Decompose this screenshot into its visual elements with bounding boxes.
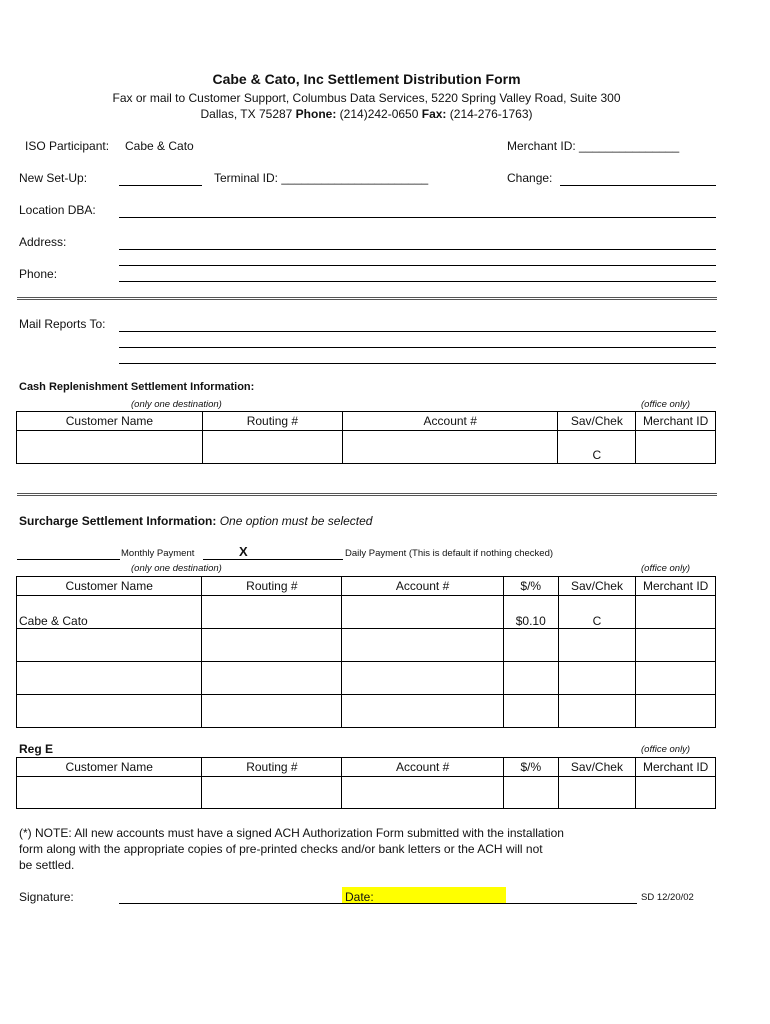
note-line-3: be settled. [19, 858, 75, 872]
signature-label: Signature: [19, 890, 74, 904]
mail-reports-field[interactable] [119, 331, 716, 332]
surcharge-office-only: (office only) [641, 563, 691, 574]
surcharge-cell-routing[interactable] [202, 596, 342, 629]
cash-cell-sav-chek[interactable]: C [558, 431, 636, 464]
phone-label: Phone: [19, 267, 58, 281]
new-setup-label: New Set-Up: [19, 171, 88, 185]
table-row [17, 596, 716, 629]
rege-header-account: Account # [342, 758, 504, 777]
surcharge-header-dollar-pct: $/% [503, 577, 558, 596]
cash-header-merchant-id: Merchant ID [636, 412, 716, 431]
merchant-id-field[interactable]: Merchant ID: _______________ [507, 139, 680, 153]
rege-cell-customer-name[interactable] [17, 777, 202, 809]
surcharge-header-row [17, 577, 716, 596]
rege-office-only: (office only) [641, 744, 691, 755]
rege-header-routing: Routing # [202, 758, 342, 777]
surcharge-cell-customer-name[interactable] [17, 629, 202, 662]
surcharge-cell-merchant-id[interactable] [636, 596, 716, 629]
surcharge-header-account: Account # [342, 577, 504, 596]
table-row [17, 629, 716, 662]
table-row [17, 431, 716, 464]
table-row [17, 662, 716, 695]
surcharge-heading-line [19, 514, 372, 528]
surcharge-cell-sav-chek[interactable]: C [558, 596, 636, 629]
surcharge-cell-account[interactable] [342, 629, 504, 662]
surcharge-option-note: One option must be selected [219, 514, 373, 528]
cash-office-only: (office only) [641, 399, 691, 410]
mail-reports-field-line3[interactable] [119, 363, 716, 364]
surcharge-only-one-destination: (only one destination) [131, 563, 222, 574]
surcharge-cell-merchant-id[interactable] [636, 695, 716, 728]
surcharge-cell-sav-chek[interactable] [558, 629, 636, 662]
header-phone-label: Phone: [295, 107, 337, 121]
cash-table [16, 411, 716, 464]
surcharge-cell-routing[interactable] [202, 629, 342, 662]
surcharge-cell-sav-chek[interactable] [558, 695, 636, 728]
surcharge-header-customer-name: Customer Name [17, 577, 202, 596]
surcharge-cell-customer-name[interactable] [17, 662, 202, 695]
daily-payment-checkbox[interactable] [203, 559, 343, 560]
cash-cell-routing[interactable] [202, 431, 342, 464]
rege-header-customer-name: Customer Name [17, 758, 202, 777]
rege-cell-sav-chek[interactable] [558, 777, 636, 809]
surcharge-cell-routing[interactable] [202, 662, 342, 695]
iso-participant-label: ISO Participant: [25, 139, 110, 153]
surcharge-table [16, 576, 716, 728]
cash-only-one-destination: (only one destination) [131, 399, 222, 410]
surcharge-section-heading: Surcharge Settlement Information: [19, 514, 217, 528]
rege-table [16, 757, 716, 809]
surcharge-header-routing: Routing # [202, 577, 342, 596]
location-dba-label: Location DBA: [19, 203, 96, 217]
rege-header-row [17, 758, 716, 777]
surcharge-cell-account[interactable] [342, 695, 504, 728]
mail-reports-field-line2[interactable] [119, 347, 716, 348]
table-row [17, 695, 716, 728]
rege-cell-routing[interactable] [202, 777, 342, 809]
rege-cell-dollar-pct[interactable] [503, 777, 558, 809]
note-line-1: (*) NOTE: All new accounts must have a signed ACH Authorization Form submitted with the installation [19, 826, 564, 840]
cash-cell-customer-name[interactable] [17, 431, 203, 464]
cash-header-customer-name: Customer Name [17, 412, 203, 431]
section-divider-2 [17, 493, 717, 496]
address-field-line2[interactable] [119, 265, 716, 266]
header-address-line: Fax or mail to Customer Support, Columbus Data Services, 5220 Spring Valley Road, Suite 300 [112, 91, 621, 105]
change-label: Change: [507, 171, 553, 185]
header-city: Dallas, TX 75287 [200, 107, 296, 121]
address-label: Address: [19, 235, 67, 249]
new-setup-field[interactable] [119, 185, 202, 186]
cash-section-heading: Cash Replenishment Settlement Information: [19, 381, 255, 393]
cash-header-account: Account # [342, 412, 557, 431]
section-divider [17, 297, 717, 300]
address-field[interactable] [119, 249, 716, 250]
surcharge-cell-sav-chek[interactable] [558, 662, 636, 695]
surcharge-cell-merchant-id[interactable] [636, 629, 716, 662]
rege-cell-merchant-id[interactable] [636, 777, 716, 809]
surcharge-cell-merchant-id[interactable] [636, 662, 716, 695]
rege-section-heading: Reg E [19, 742, 54, 756]
header-contact-line [0, 107, 733, 121]
surcharge-cell-customer-name[interactable] [17, 695, 202, 728]
daily-payment-x-mark: X [239, 544, 248, 559]
change-field[interactable] [560, 185, 716, 186]
surcharge-cell-dollar-pct[interactable]: $0.10 [503, 596, 558, 629]
daily-payment-label: Daily Payment (This is default if nothing checked) [345, 548, 554, 559]
surcharge-cell-dollar-pct[interactable] [503, 629, 558, 662]
rege-header-merchant-id: Merchant ID [636, 758, 716, 777]
form-code: SD 12/20/02 [641, 892, 694, 903]
header-phone-value: (214)242-0650 [336, 107, 422, 121]
rege-cell-account[interactable] [342, 777, 504, 809]
surcharge-cell-account[interactable] [342, 596, 504, 629]
surcharge-cell-routing[interactable] [202, 695, 342, 728]
cash-cell-merchant-id[interactable] [636, 431, 716, 464]
cash-header-sav-chek: Sav/Chek [558, 412, 636, 431]
signature-field[interactable] [119, 903, 637, 904]
surcharge-cell-dollar-pct[interactable] [503, 662, 558, 695]
cash-header-routing: Routing # [202, 412, 342, 431]
rege-header-dollar-pct: $/% [503, 758, 558, 777]
surcharge-header-sav-chek: Sav/Chek [558, 577, 636, 596]
date-label[interactable]: Date: [345, 890, 374, 904]
mail-reports-label: Mail Reports To: [19, 317, 106, 331]
header-fax-label: Fax: [421, 107, 447, 121]
note-line-2: form along with the appropriate copies of pre-printed checks and/or bank letters or the ACH will not [19, 842, 543, 856]
table-row [17, 777, 716, 809]
location-dba-field[interactable] [119, 217, 716, 218]
terminal-id-field[interactable]: Terminal ID: ______________________ [214, 171, 429, 185]
monthly-payment-checkbox[interactable] [17, 559, 120, 560]
surcharge-cell-dollar-pct[interactable] [503, 695, 558, 728]
form-title: Cabe & Cato, Inc Settlement Distribution Form [212, 71, 521, 87]
surcharge-cell-customer-name[interactable]: Cabe & Cato [17, 596, 202, 629]
surcharge-cell-account[interactable] [342, 662, 504, 695]
iso-participant-value[interactable]: Cabe & Cato [125, 139, 194, 153]
monthly-payment-label: Monthly Payment [121, 548, 195, 559]
cash-header-row [17, 412, 716, 431]
rege-header-sav-chek: Sav/Chek [558, 758, 636, 777]
header-fax-value: (214-276-1763) [446, 107, 533, 121]
surcharge-header-merchant-id: Merchant ID [636, 577, 716, 596]
cash-cell-account[interactable] [342, 431, 557, 464]
phone-field[interactable] [119, 281, 716, 282]
